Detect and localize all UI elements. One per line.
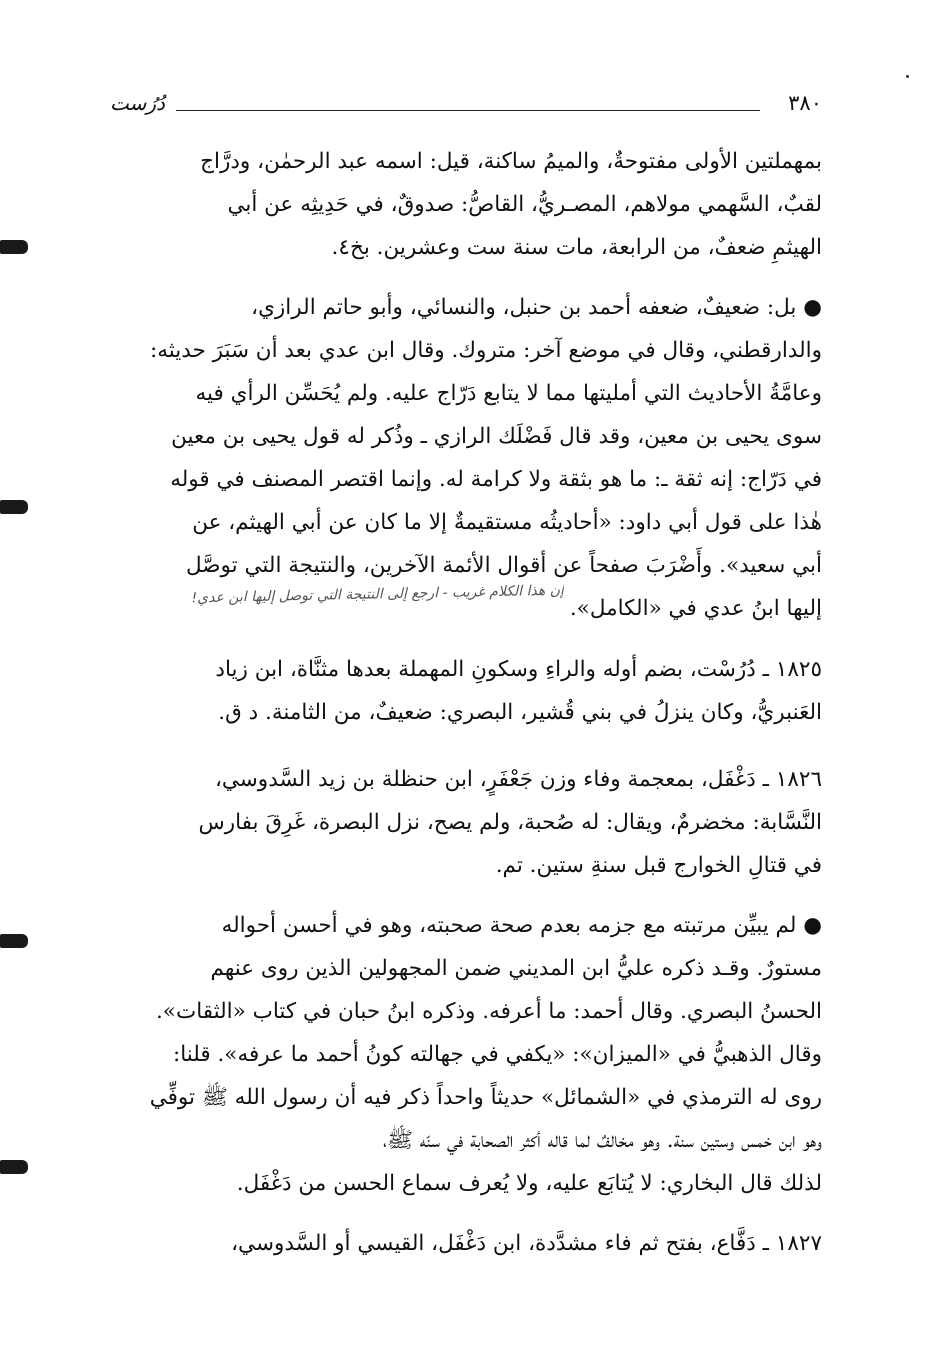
entry-continuation <box>110 140 822 269</box>
text-line: مستورٌ. وقـد ذكره عليُّ ابن المديني ضمن المجهولين الذين روى عنهم <box>210 956 822 981</box>
scan-dot <box>906 75 909 78</box>
text-line: لقبٌ، السَّهمي مولاهم، المصـريُّ، القاصُّ: صدوقٌ، في حَدِيثِه عن أبي <box>227 192 822 217</box>
text-line: وعامَّةُ الأحاديث التي أمليتها مما لا يتابع دَرّاج عليه. ولم يُحَسِّن الرأي فيه <box>195 381 822 406</box>
scan-margin-mark <box>0 1160 28 1174</box>
text-line: ١٨٢٧ ـ دَفَّاع، بفتح ثم فاء مشدَّدة، ابن دَغْفَل، القيسي أو السَّدوسي، <box>231 1231 822 1256</box>
text-line: ١٨٢٦ ـ دَغْفَل، بمعجمة وفاء وزن جَعْفَرٍ، ابن حنظلة بن زيد السَّدوسي، <box>214 767 822 792</box>
commentary-block <box>110 286 822 630</box>
text-line: وقال الذهبيُّ في «الميزان»: «يكفي في جهالته كونُ أحمد ما عرفه». قلنا: <box>172 1042 822 1067</box>
text-line: في قتالِ الخوارج قبل سنةِ ستين. تم. <box>495 853 822 878</box>
scan-margin-mark <box>0 500 28 514</box>
entry-1826 <box>110 758 822 887</box>
scan-margin-mark <box>0 240 28 254</box>
text-line: العَنبريُّ، وكان ينزلُ في بني قُشير، البصري: ضعيفٌ، من الثامنة. د ق. <box>218 700 822 725</box>
text-line: إليها ابنُ عدي في «الكامل». <box>569 596 822 621</box>
entry-1827 <box>110 1222 822 1265</box>
text-line: بمهملتين الأولى مفتوحةٌ، والميمُ ساكنة، قيل: اسمه عبد الرحمٰن، ودرَّاج <box>200 149 822 174</box>
scan-margin-mark <box>0 934 28 948</box>
paragraph <box>110 758 822 887</box>
running-title: دُرُست <box>110 91 165 115</box>
text-line: ● لم يبيِّن مرتبته مع جزمه بعدم صحة صحبته، وهو في أحسن أحواله <box>221 913 822 938</box>
page-header <box>110 88 822 124</box>
text-line: سوى يحيى بن معين، وقد قال فَضْلَك الرازي ـ وذُكر له قول يحيى بن معين <box>171 424 822 449</box>
commentary-block <box>110 904 822 1205</box>
paragraph <box>110 140 822 269</box>
text-line: ١٨٢٥ ـ دُرُسْت، بضم أوله والراءِ وسكونِ المهملة بعدها مثنَّاة، ابن زياد <box>215 657 822 682</box>
text-line: هٰذا على قول أبي داود: «أحاديثُه مستقيمةٌ إلا ما كان عن أبي الهيثم، عن <box>192 510 822 535</box>
paragraph <box>110 1222 822 1265</box>
text-line: ● بل: ضعيفٌ، ضعفه أحمد بن حنبل، والنسائي، وأبو حاتم الرازي، <box>251 295 822 320</box>
header-rule <box>176 110 760 111</box>
text-line: والدارقطني، وقال في موضع آخر: متروك. وقال ابن عدي بعد أن سَبَرَ حديثه: <box>149 338 822 363</box>
handwritten-annotation: إن هذا الكلام غريب - ارجع إلى النتيجة التي توصل إليها ابن عدي! <box>191 582 564 607</box>
text-line: روى له الترمذي في «الشمائل» حديثاً واحداً ذكر فيه أن رسول الله ﷺ توفِّي <box>149 1085 822 1110</box>
paragraph <box>110 648 822 734</box>
text-line: الحسنُ البصري. وقال أحمد: ما أعرفه. وذكره ابنُ حبان في كتاب «الثقات». <box>155 999 822 1024</box>
entry-1825 <box>110 648 822 734</box>
text-line: النَّسَّابة: مخضرمٌ، ويقال: له صُحبة، ولم يصح، نزل البصرة، غَرِقَ بفارس <box>198 810 822 835</box>
text-line: وهو ابن خمس وستين سنة. وهو مخالفٌ لما قاله أكثر الصحابة في سنّه ﷺ، <box>382 1128 822 1153</box>
text-line: في دَرّاج: إنه ثقة ـ: ما هو بثقة ولا كرامة له. وإنما اقتصر المصنف في قوله <box>170 467 822 492</box>
text-line: لذلك قال البخاري: لا يُتابَع عليه، ولا يُعرف سماع الحسن من دَغْفَل. <box>236 1171 822 1196</box>
paragraph <box>110 286 822 630</box>
paragraph <box>110 904 822 1205</box>
text-line: أبي سعيد». وأَضْرَبَ صفحاً عن أقوال الأئمة الآخرين، والنتيجة التي توصَّل <box>186 553 822 578</box>
page-number: ٣٨٠ <box>788 91 822 115</box>
text-line: الهيثمِ ضعفٌ، من الرابعة، مات سنة ست وعشرين. بخ٤. <box>331 235 822 260</box>
